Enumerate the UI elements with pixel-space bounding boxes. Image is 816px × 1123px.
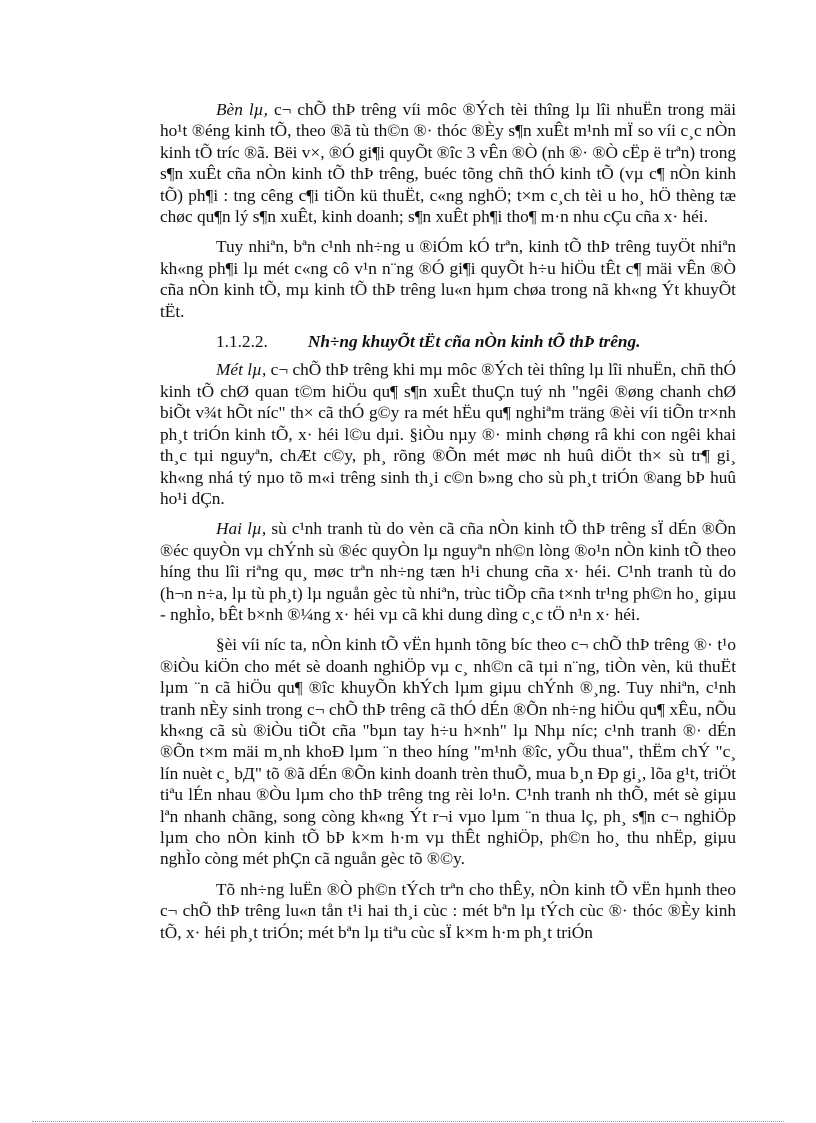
paragraph-text: Tõ nh÷ng luËn ®Ò ph©n tÝch trªn cho thÊy, nÒn kinh tÕ vËn hµnh theo c¬ chÕ thÞ trêng lu«n tån t¹i hai th¸i cùc : mét bªn lµ tÝch cùc ®· thóc ®Èy kinh tÕ, x· héi ph¸t triÓn; mét bªn lµ tiªu cùc sÏ k×m h·m ph¸t triÓn (160, 879, 736, 942)
section-number: 1.1.2.2. (216, 332, 268, 352)
paragraph-first-defect (160, 359, 736, 509)
bottom-dotted-rule (32, 1121, 784, 1122)
paragraph-text: c¬ chÕ thÞ trêng víi môc ®Ých tèi thîng lµ lîi nhuËn trong mäi ho¹t ®éng kinh tÕ, theo ®ã tù th©n ®· thóc ®Èy s¶n xuÊt m¹nh mÏ so víi c¸c nÒn kinh tÕ tríc ®ã. Bëi v×, ®Ó gi¶i quyÕt ®îc 3 vÊn ®Ò (nh ®· ®Ò cËp ë trªn) trong s¶n xuÊt cña nÒn kinh tÕ thÞ trêng, buéc tõng chñ thÓ kinh tÕ (vµ c¶ nÒn kinh tÕ) ph¶i : tng cêng c¶i tiÕn kü thuËt, c«ng nghÖ; t×m c¸ch tèi u ho¸ hÖ thèng tæ chøc qu¶n lý s¶n xuÊt, kinh doanh; s¶n xuÊt ph¶i tho¶ m·n nhu cÇu cña x· héi. (160, 100, 736, 227)
paragraph-text: sù c¹nh tranh tù do vèn cã cña nÒn kinh tÕ thÞ trêng sÏ dÉn ®Õn ®éc quyÒn vµ chÝnh sù ®éc quyÒn lµ nguyªn nh©n lòng ®o¹n nÒn kinh tÕ theo híng thu lîi riªng qu¸ møc trªn nh÷ng tæn h¹i chung cña x· héi. C¹nh tranh tù do (h¬n n÷a, lµ tù ph¸t) lµ nguån gèc tù nhiªn, trùc tiÕp cña t×nh tr¹ng ph©n ho¸ giµu - nghÌo, bÊt b×nh ®¼ng x· héi vµ cã khi dung dìng c¸c tÖ n¹n x· héi. (160, 519, 736, 624)
paragraph-lead: Bèn lµ, (216, 100, 268, 119)
paragraph-however (160, 236, 736, 322)
paragraph-text: c¬ chÕ thÞ trêng khi mµ môc ®Ých tèi thîng lµ lîi nhuËn, chñ thÓ kinh tÕ chØ quan t©m hiÖu qu¶ s¶n xuÊt thuÇn tuý nh "ngêi ®øng chanh chØ biÕt v¾t hÕt níc" th× cã thÓ g©y ra mét hËu qu¶ nghiªm träng ®èi víi tiÕn tr×nh ph¸t triÓn kinh tÕ, x· héi l©u dµi. §iÒu nµy ®· minh chøng râ khi con ngêi khai th¸c tµi nguyªn, chÆt c©y, ph¸ rõng ®Õn mét møc nh huû diÖt th× sù tr¶ gi¸ kh«ng nhá tý nµo tõ m«i trêng sinh th¸i c©n b»ng cho sù ph¸t triÓn ®ang bÞ huû ho¹i dÇn. (160, 360, 736, 508)
paragraph-lead: Hai lµ, (216, 519, 267, 539)
document-page (160, 99, 736, 952)
section-heading (160, 331, 736, 352)
paragraph-advantages (160, 99, 736, 227)
paragraph-text: Tuy nhiªn, bªn c¹nh nh÷ng u ®iÓm kÓ trªn, kinh tÕ thÞ trêng tuyÖt nhiªn kh«ng ph¶i lµ mét c«ng cô v¹n n¨ng ®Ó gi¶i quyÕt h÷u hiÖu tÊt c¶ mäi vÊn ®Ò cña nÒn kinh tÕ, mµ kinh tÕ thÞ trêng lu«n hµm chøa trong nã kh«ng Ýt khuyÕt tËt. (160, 237, 736, 321)
paragraph-conclusion (160, 879, 736, 943)
paragraph-our-country (160, 634, 736, 869)
paragraph-second-defect (160, 518, 736, 625)
paragraph-lead: Mét lµ, (216, 360, 267, 380)
paragraph-text: §èi víi níc ta, nÒn kinh tÕ vËn hµnh tõng bíc theo c¬ chÕ thÞ trêng ®· t¹o ®iÒu kiÖn cho mét sè doanh nghiÖp vµ c¸ nh©n cã tµi n¨ng, tiÒn vèn, kü thuËt lµm ¨n cã hiÖu qu¶ ®îc khuyÕn khÝch lµm giµu chÝnh ®¸ng. Tuy nhiªn, c¹nh tranh nÈy sinh trong c¬ chÕ thÞ trêng cã thÓ dÉn ®Õn nh÷ng hiÖu qu¶ xÊu, nÕu kh«ng cã sù ®iÒu tiÕt cña "bµn tay h÷u h×nh" lµ Nhµ níc; c¹nh tranh ®· dÉn ®Õn t×m mäi m¸nh khoÐ lµm ¨n theo híng "m¹nh ®îc, yÕu thua", thËm chÝ "c¸ lín nuèt c¸ bД" tõ ®ã dÉn ®Õn kinh doanh trèn thuÕ, mua b¸n Ðp gi¸, lõa g¹t, triÖt tiªu lÉn nhau ®Òu lµm cho thÞ trêng tng rèi lo¹n. C¹nh tranh nh thÕ, mét sè giµu lªn nhanh chãng, song còng kh«ng Ýt r¬i vµo lµm ¨n thua lç, ph¸ s¶n c¬ nghiÖp lµm cho nÒn kinh tÕ bÞ k×m h·m vµ thÊt nghiÖp, ph©n ho¸ thu nhËp, giµu nghÌo còng mét phÇn cã nguån gèc tõ ®©y. (160, 635, 736, 869)
section-title: Nh÷ng khuyÕt tËt cña nÒn kinh tÕ thÞ trêng. (307, 332, 641, 352)
